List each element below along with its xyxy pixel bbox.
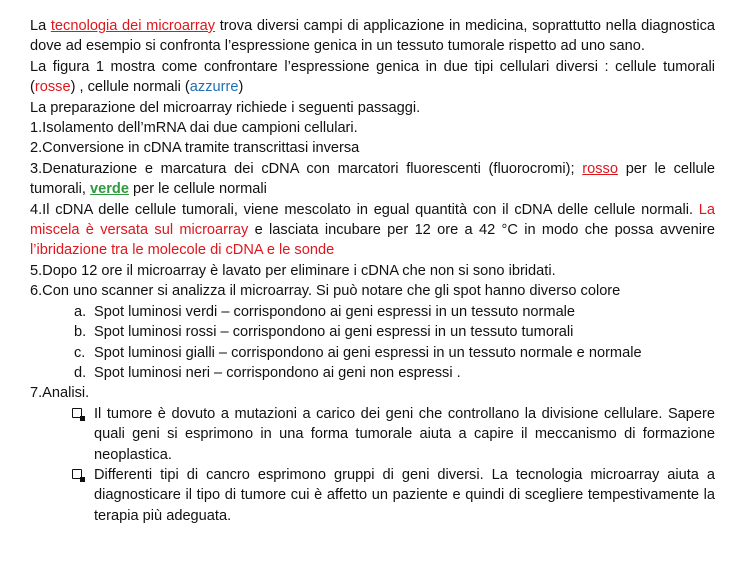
step-3-semicolon: ;: [570, 160, 575, 177]
spot-label: c.: [74, 344, 86, 361]
step-2: 2.Conversione in cDNA tramite transcrittasi inversa: [30, 140, 360, 157]
step-3-text-3: per le cellule normali: [128, 181, 267, 198]
spot-label: b.: [74, 324, 87, 341]
microarray-term: tecnologia dei microarray: [50, 18, 216, 34]
figure-text-1: La figura 1 mostra come confrontare l’espressione genica in due tipi cellulari diversi : cellule tumorali (: [30, 58, 715, 96]
step-5: 5.Dopo 12 ore il microarray è lavato per eliminare i cDNA che non si sono ibridati.: [30, 262, 556, 279]
intro-text-1: La: [30, 18, 51, 34]
bullet-text: Differenti tipi di cancro esprimono gruppi di geni diversi. La tecnologia microarray aiuta a diagnosticare il tipo di tumore cui è affetto un paziente e quindi di scegliere tempestivamente la terapia più adeguata.: [94, 466, 715, 524]
spot-text: Spot luminosi gialli – corrispondono ai geni espressi in un tessuto normale e normale: [94, 344, 642, 361]
step-4-red-1: La miscela è versata sul microarray: [30, 201, 715, 239]
step-4: [30, 200, 715, 261]
step-4-text-2: e lasciata incubare per 12 ore a 42 °C in modo che possa avvenire: [248, 222, 715, 239]
azzurre-label: azzurre: [189, 79, 239, 96]
spot-text: Spot luminosi rossi – corrispondono ai geni espressi in un tessuto tumorali: [94, 324, 574, 341]
spot-text: Spot luminosi verdi – corrispondono ai geni espressi in un tessuto normale: [94, 303, 576, 320]
step-3-text-1: 3.Denaturazione e marcatura dei cDNA con marcatori fluorescenti (fluorocromi): [30, 160, 571, 177]
figure-text-2: ) , cellule normali (: [70, 79, 190, 96]
spot-text: Spot luminosi neri – corrispondono ai geni non espressi .: [94, 364, 461, 381]
rosse-label: rosse: [34, 79, 71, 96]
spot-item-c: [30, 343, 715, 363]
spot-label: d.: [74, 364, 87, 381]
intro-text-2: trova diversi campi di applicazione in medicina, soprattutto nella diagnostica dove ad esempio si confronta l’espressione genica in un tessuto tumorale rispetto ad uno sano.: [30, 18, 715, 55]
step-4-text-1: 4.Il cDNA delle cellule tumorali, viene mescolato in egual quantità con il cDNA delle cellule normali.: [30, 201, 699, 218]
step-1: 1.Isolamento dell’mRNA dai due campioni cellulari.: [30, 120, 358, 137]
spot-label: a.: [74, 303, 87, 320]
step-4-red-2: l’ibridazione tra le molecole di cDNA e le sonde: [30, 242, 335, 259]
analysis-bullet-2: [30, 465, 715, 526]
step-7: 7.Analisi.: [30, 385, 90, 402]
step-3: [30, 159, 715, 200]
analysis-bullet-1: [30, 404, 715, 465]
rosso-label: rosso: [582, 160, 618, 177]
checkbox-bullet-icon: [72, 469, 82, 479]
step-3-text-2: per le cellule tumorali,: [30, 160, 715, 198]
spot-item-b: [30, 322, 715, 342]
figure-description: [30, 57, 715, 98]
verde-label: verde: [90, 181, 129, 198]
intro-paragraph: [30, 16, 715, 57]
figure-text-3: ): [238, 79, 244, 96]
bullet-text: Il tumore è dovuto a mutazioni a carico dei geni che controllano la divisione cellulare. Sapere quali geni si esprimono in una forma tumorale aiuta a capire il meccanismo di formazione neoplastica.: [94, 405, 715, 463]
document-page: [30, 16, 715, 526]
checkbox-bullet-icon: [72, 408, 82, 418]
spot-item-a: [30, 302, 715, 322]
spot-item-d: [30, 363, 715, 383]
step-6: 6.Con uno scanner si analizza il microarray. Si può notare che gli spot hanno diverso colore: [30, 283, 621, 300]
prep-intro: La preparazione del microarray richiede i seguenti passaggi.: [30, 99, 421, 116]
